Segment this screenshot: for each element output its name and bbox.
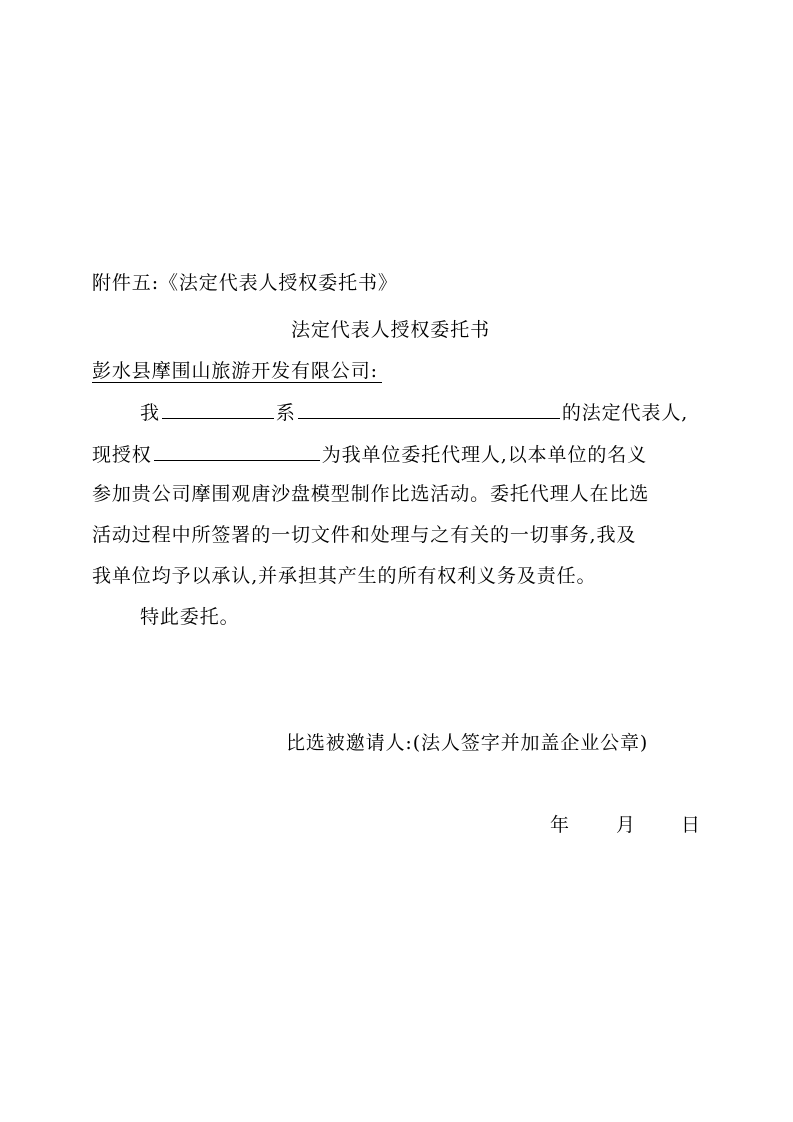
para1-line1: [140, 398, 688, 425]
date-year: 年: [550, 814, 570, 836]
attachment-label: 附件五:《法定代表人授权委托书》: [92, 272, 398, 294]
blank-agent-field: [154, 440, 320, 461]
para1-line1-part2: 系: [275, 402, 296, 424]
blank-name-field: [162, 398, 274, 419]
date-day: 日: [681, 814, 701, 836]
signature-line: 比选被邀请人:(法人签字并加盖企业公章): [286, 732, 649, 754]
para1-line5: 我单位均予以承认,并承担其产生的所有权利义务及责任。: [92, 565, 597, 587]
para1-line2: [92, 440, 647, 467]
date-month: 月: [616, 814, 636, 836]
para1-line2-part2: 为我单位委托代理人,以本单位的名义: [321, 444, 648, 466]
blank-company-field: [298, 398, 560, 419]
addressee-text: 彭水县摩围山旅游开发有限公司:: [92, 360, 382, 383]
para1-line1-part1: 我: [140, 402, 160, 424]
para1-line4: 活动过程中所签署的一切文件和处理与之有关的一切事务,我及: [92, 524, 637, 546]
para1-line1-part3: 的法定代表人,: [561, 402, 689, 424]
para1-line2-part1: 现授权: [92, 444, 152, 466]
addressee: [92, 359, 382, 383]
document-title: 法定代表人授权委托书: [291, 319, 491, 341]
para1-line3: 参加贵公司摩围观唐沙盘模型制作比选活动。委托代理人在比选: [92, 483, 650, 505]
para2: 特此委托。: [140, 606, 240, 628]
